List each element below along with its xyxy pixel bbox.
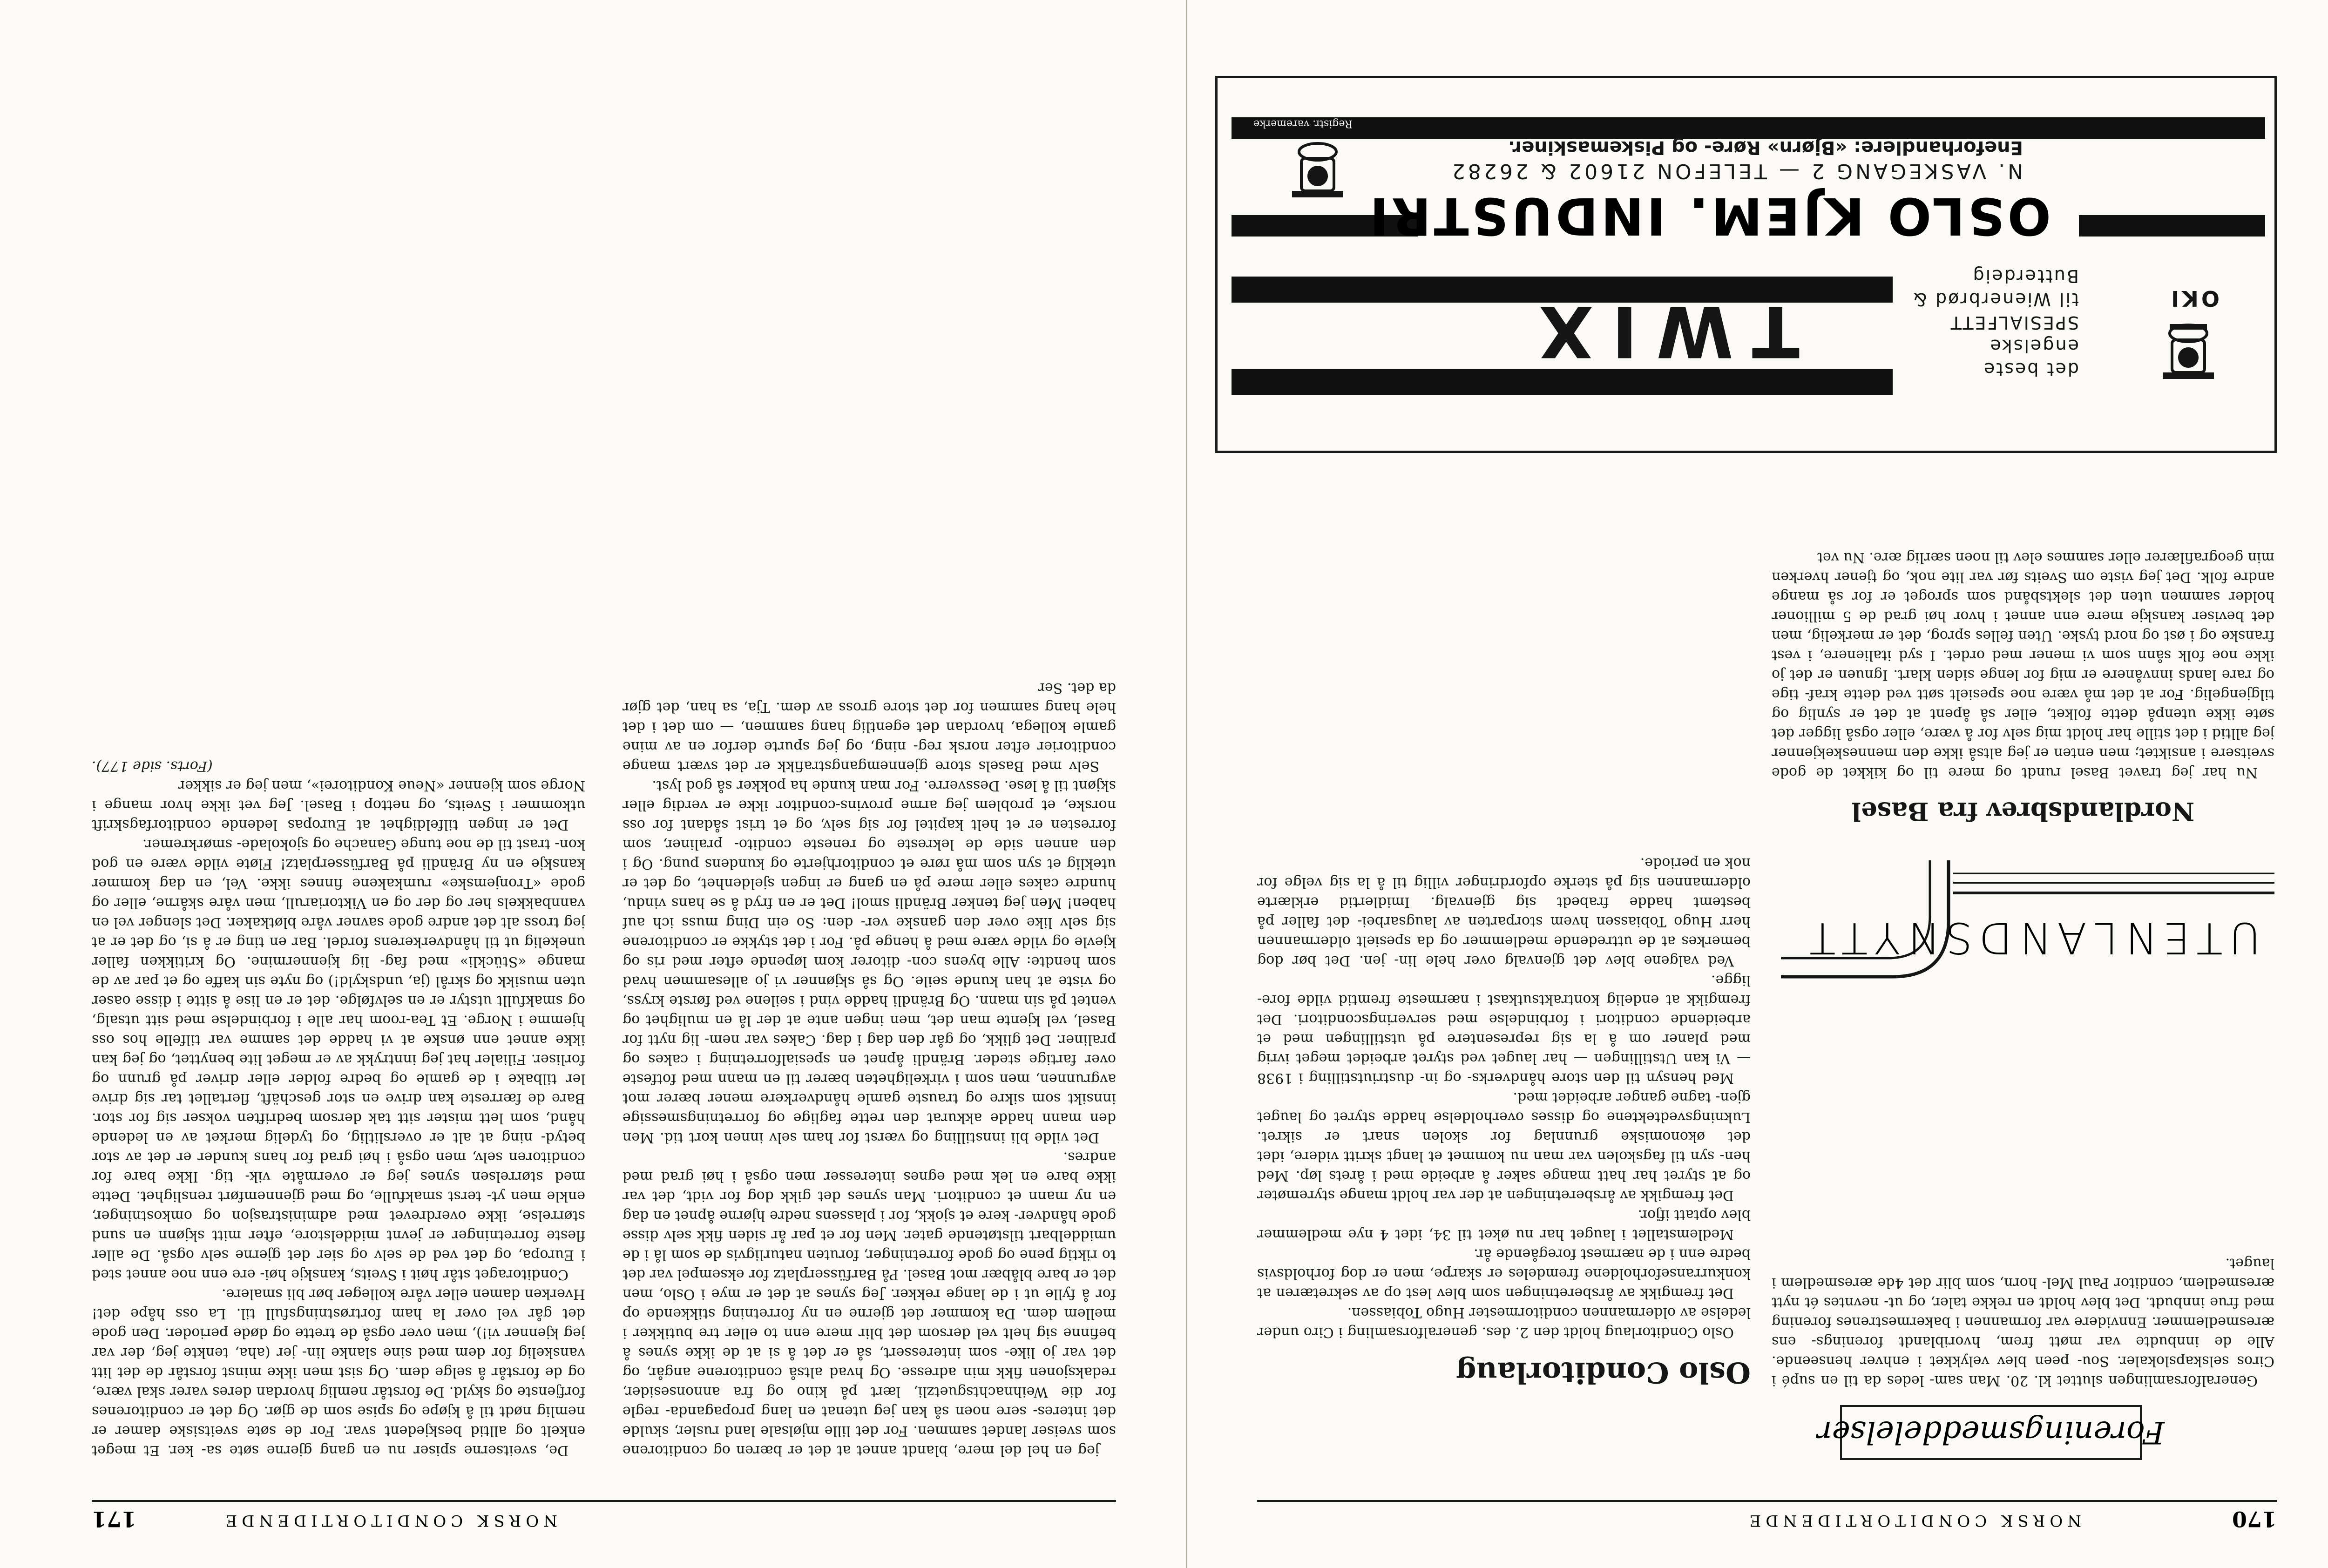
column-left-top bbox=[1772, 990, 2274, 1460]
ad-tagline: det beste engelske SPESIALFETT til Wienerbrød & Butterdeig bbox=[1912, 266, 2079, 379]
oki-logo-icon bbox=[2153, 316, 2223, 385]
ad-address: N. VASKEGANG 2 — TELEFON 21602 & 26282 bbox=[1449, 159, 2023, 183]
paragraph: Conditoraget står høit i Sveits, kanskje høi- ere enn noe annet sted i Europa, og det ved de selv og sier det gjerne selv også. De aller fleste forretninger er jevnt middelstore, efter mitt skjønn en sund størrelse, ikke overdrevet med administrasjon og omkostninger, enkle men yt- terst smakfulle, og med gjennemført renslighet. Dette med størrelsen synes jeg er overmåte vik- tig. Ikke bare for conditoren selv, men også i høi grad for hans kunder er det av stor betyd- ning at alt er overslitlig, og tydelig merket av en ledende hånd, som lett mister sitt tak dersom bedriften vokser sig for stor. Bare de færreste kan drive en stor geschäft, flertallet tar sig drive ler tilbake i de gamle og bedre folder eller driver på grunn og forliser. Filialer hat jeg inntrykk av er meget lite benyttet, og jeg kan ikke annet enn ønske at vi hadde det samme var tilfelle hos oss hjemme i Norge. Et Tea-room har alle i forbindelse med sitt utsalg, og smakfullt utstyr er en selvfølge. det er en lise å sitte i disse oaser uten musikk og skrål (ja, undskyld!) og nyte sin kaffe og et par av de mange «Stückli» med fag- lig kjennermine. Og kritikken faller unekelig ut til håndverkerens fordel. Bar en ting er å si, og det er at jeg tross alt det andre gode savner våre bløtkaker. Det slenger vel en vannbakkels her og der og en Viktoriarull, men våre skårne, eller og gode «Tronjemske» rumkakene finnes ikke. Vel, en dag kommer kanskje en ny Brändli på Barfüsserplatz! Fløte vilde være en god kon- trast til de noe tunge Ganache og sjokolade- smørkremer. bbox=[92, 836, 585, 1283]
paragraph: Det fremgikk av årsberetningen at der var holdt mange styremøter og at styret har hatt mange saker å arbeide med i årets løp. Med hen- syn til fagskolen var man nu kommet et langt skritt videre, idet det økonomiske grunnlag for skolen snart er sikret. Lukningsvedtektene og disses overholdelse hadde styret og lauget gjen- tagne ganger arbeidet med. bbox=[1257, 1089, 1751, 1203]
paragraph: De, sveitserne spiser nu en gang gjerne søte sa- ker. Et meget enkelt og alltid beskjedent svar. For de søte sveitsiske damer er nemlig nødt til å kjøpe og spise som de gjør. Og det er conditorenes forfjenste og skyld. De forstår nemlig hvordan deres varer skal være, og de forstår å selge dem. Og sist men ikke minst forstår de det litt vanskelig for dem med sine slanke lin- jer (aha, tenkte jeg, der var jeg kjenner vi!), men over også de trette og døde perioder. Den gode det går vel over la ham fortrøstningsfull til. La oss håpe det! Hverken damen eller våre kolleger bør bli smalere. bbox=[92, 1286, 585, 1459]
ad-rule bbox=[1232, 369, 1893, 395]
paragraph: Det er ingen tilfeldighet at Europas ledende conditorfagskrift utkommer i Sveits, og nettop i Basel. Jeg vet ikke hvor mange i Norge som kjenner «Neue Konditorei», men jeg er sikker bbox=[92, 777, 585, 833]
paragraph: Generalforsamlingen sluttet kl. 20. Man sam- ledes da til en supé i Ciros selskapslokaler. Sou- peen blev velykket i enhver henseende. Alle de innbudte var møtt frem, hvoriblandt forenings- ens æresmedlemmer. Ennvidere var formannen i bakermestrenes forening med frue innbudt. Det blev holdt en rekke taler, og ut- nevntes ét nytt æresmedlem, conditor Paul Mel- horn, som blir det 4de æresmedlem i lauget. bbox=[1772, 1255, 2274, 1389]
column-left bbox=[623, 68, 1116, 1460]
ad-dealers: Eneforhandlere: «Bjørn» Røre- og Piskemaskiner. bbox=[1508, 137, 2023, 158]
continued-note: (Forts. side 177). bbox=[92, 758, 213, 774]
ad-rule bbox=[2079, 215, 2265, 237]
utenlandsnytt-title: UTENLANDSNYTT bbox=[1803, 913, 2260, 963]
ad-logo-text: OKI bbox=[2168, 286, 2220, 311]
paragraph: Det fremgikk av årsberetningen som blev lest op av sekretæren at konkurranseforholdene fremdeles er skarpe, men er dog forholdsvis bedre enn i de nærmest foregående år. bbox=[1257, 1246, 1751, 1301]
page-header bbox=[1257, 1500, 2277, 1532]
page-header bbox=[92, 1500, 1116, 1532]
paragraph: Ved valgene blev det gjenvalg over hele lin- jen. Det bør dog bemerkes at de uttredende medlemmer og da spesielt oldermannen herr Hugo Tobiassen hvem storparten av laugsarbei- det faller på bestemt hadde frabedt sig gjenvalg. Imidlertid erklærte oldermannen sig på sterke opfordringer villig til å la sig velge for nok en periode. bbox=[1257, 855, 1751, 969]
paragraph: Oslo Conditorlaug holdt den 2. des. generalforsamling i Ciro under ledelse av oldermannen conditormester Hugo Tobiassen. bbox=[1257, 1304, 1751, 1340]
running-head: NORSK CONDITORTIDENDE bbox=[221, 1511, 557, 1530]
paragraph: Det vilde bli innstilling og værst for ham selv innen kort tid. Men den mann hadde akkurat den rette faglige og forretningsmessige innsikt som sikre og trauste gamle håndverkere mener bærer mot avgrunnen, men som i virkeligheten bærer til en mann med fotfeste over fartige steder. Brändli åpnet en spesialforretning i cakes og praliner. Det glikk, og går den dag i dag. Cakes var nem- lig nytt for Basel, vel kjente man det, men ingen ante at der lå en mulighet og ventet på sin mann. Og Brändli hadde vind i seilene ved første kryss, og viste at han kunde seile. Og så skjønner vi jo allesammen hvad som hendte: Alle byens con- ditorer kom løpende efter med ris og kjevle og vilde være med å henge på. For i det stykke er conditorene sig selv like over den ganske ver- den: So ein Ding muss ich auf haben! Men jeg tenker Brändli smol! Det er en fryd å se hans vindu, hundre cakes eller mere på en gang er ingen sjeldenhet, og det er uteklig et syn som må røre et conditorhjerte og kundens pung. Og i den annen side de lekreste og reneste condito- praliner, som forresten er et helt kapitel for sig selv, og et trist sådant for oss norske, et problem jeg arme provins-conditor ikke er verdig eller skjønt til å løse. Dessverre. For man kunde ha pokker så god lyst. bbox=[623, 777, 1116, 1146]
paragraph: Medlemstallet i lauget har nu øket til 34, idet 4 nye medlemmer blev optatt ifjor. bbox=[1257, 1207, 1751, 1243]
page-number: 170 bbox=[2232, 1507, 2277, 1532]
article-headline-nordlandsbrev: Nordlandsbrev fra Basel bbox=[1851, 797, 2195, 826]
paragraph: Med hensyn til den store håndverks- og in- dustriutstilling i 1938 — Vi kan Utstillingen — har lauget ved styret arbeidet meget ivrig med planer om å la sig representere på utstillingen med et arbeidende conditori i forbindelse med serveringsconditori. Det fremgikk at endelig kontraktsutkast i nærmeste fremtid vilde fore- ligge. bbox=[1257, 972, 1751, 1086]
ad-registered: Registr. varemerke bbox=[1253, 118, 1353, 129]
utenlandsnytt-logo bbox=[1772, 851, 2274, 991]
section-banner-label: Foreningsmeddelelser bbox=[1817, 1414, 2165, 1451]
ad-company: OSLO KJEM. INDUSTRI bbox=[1367, 186, 2051, 246]
article-headline-oslo-conditorlaug: Oslo Conditorlaug bbox=[1456, 1356, 1751, 1390]
page-number: 171 bbox=[92, 1507, 137, 1532]
ad-rule bbox=[1232, 117, 2265, 139]
oki-logo-icon bbox=[1283, 134, 1353, 204]
paragraph: jeg en hel del mere, blandt annet at det er bæren og conditorene som sveiser landet sammen. For det lille mjølsale land rusler, skulde det interes- sere noen så kan jeg utenat en lang propaganda- regle for die Weihnachtsguetzli, lært på kino og fra annonsesider, redaksjonen fikk min adresse. Og hvad altså conditorene angår, og det var jo like- som interessert, så er det å si at de ikke synes å befinne sig helt vel dersom det blir mere enn to eller tre butikker i mellem dem. Da kommer det gjerne en ny forretning stikkende op for å fylle ut i de lange rekker. Jeg synes at det er mye i Oslo, men det er bare blåbær mot Basel. På Barfüsserplatz for eksempel var det to riktig pene og gode forretninger, foruten naturligvis de som lå i de umiddelbart tilstøtende gater. Men for et par år siden fikk selv disse gode håndver- kere et sjokk, for i plassens nedre hjørne åpnet en dag en ny mann et conditori. Man synes det gikk dog for vidt, det var ikke bare en lek med egnes interesser men også i høi grad med andres. bbox=[623, 1149, 1116, 1459]
ad-brand: TWIX bbox=[1520, 291, 1800, 372]
column-right bbox=[92, 68, 585, 1460]
page-170 bbox=[1187, 0, 2328, 1568]
paragraph: Nu har jeg travet Basel rundt og mere til og kikket de gode sveitsere i ansiktet; men enten er jeg altså ikke den menneskekjenner jeg alltid i det stille har holdt mig selv for å være, eller også ligger det søte ikke utenpå dette folket, eller så åpent at det er synlig og tilgjengelig. For at det må være noe spesielt søtt ved dette kraf- tige og rare lands innvånere er mig for lenge siden klart. Ignuen er det jo ikke noe folk sånn som vi mener med ordet. I syd italienere, i vest franske og i øst og nord tyske. Uten felles sprog, det er merkelig, men det beviser kanskje mere enn annet i hvor høi grad de 5 millioner holder sammen uten det slektsbånd som sproget er for så mange andre folk. Det jeg viste om Sveits før var lite nok, og tjener hverken min geografilærer eller sammes elev til noen særlig ære. Nu vet bbox=[1772, 549, 2274, 781]
running-head: NORSK CONDITORTIDENDE bbox=[1745, 1511, 2081, 1530]
column-right-oslo-conditorlaug bbox=[1257, 277, 1751, 1460]
paragraph: Selv med Basels store gjennemgangstrafikk er det svært mange conditorier efter norsk reg- ning, og jeg spurte derfor en av mine gamle kollega, hvordan det egentlig hang sammen, — om det i det hele hang sammen for det store gross av dem. Tja, sa han, det gjør da det. Ser bbox=[623, 680, 1116, 774]
advertisement-twix bbox=[1215, 76, 2277, 453]
